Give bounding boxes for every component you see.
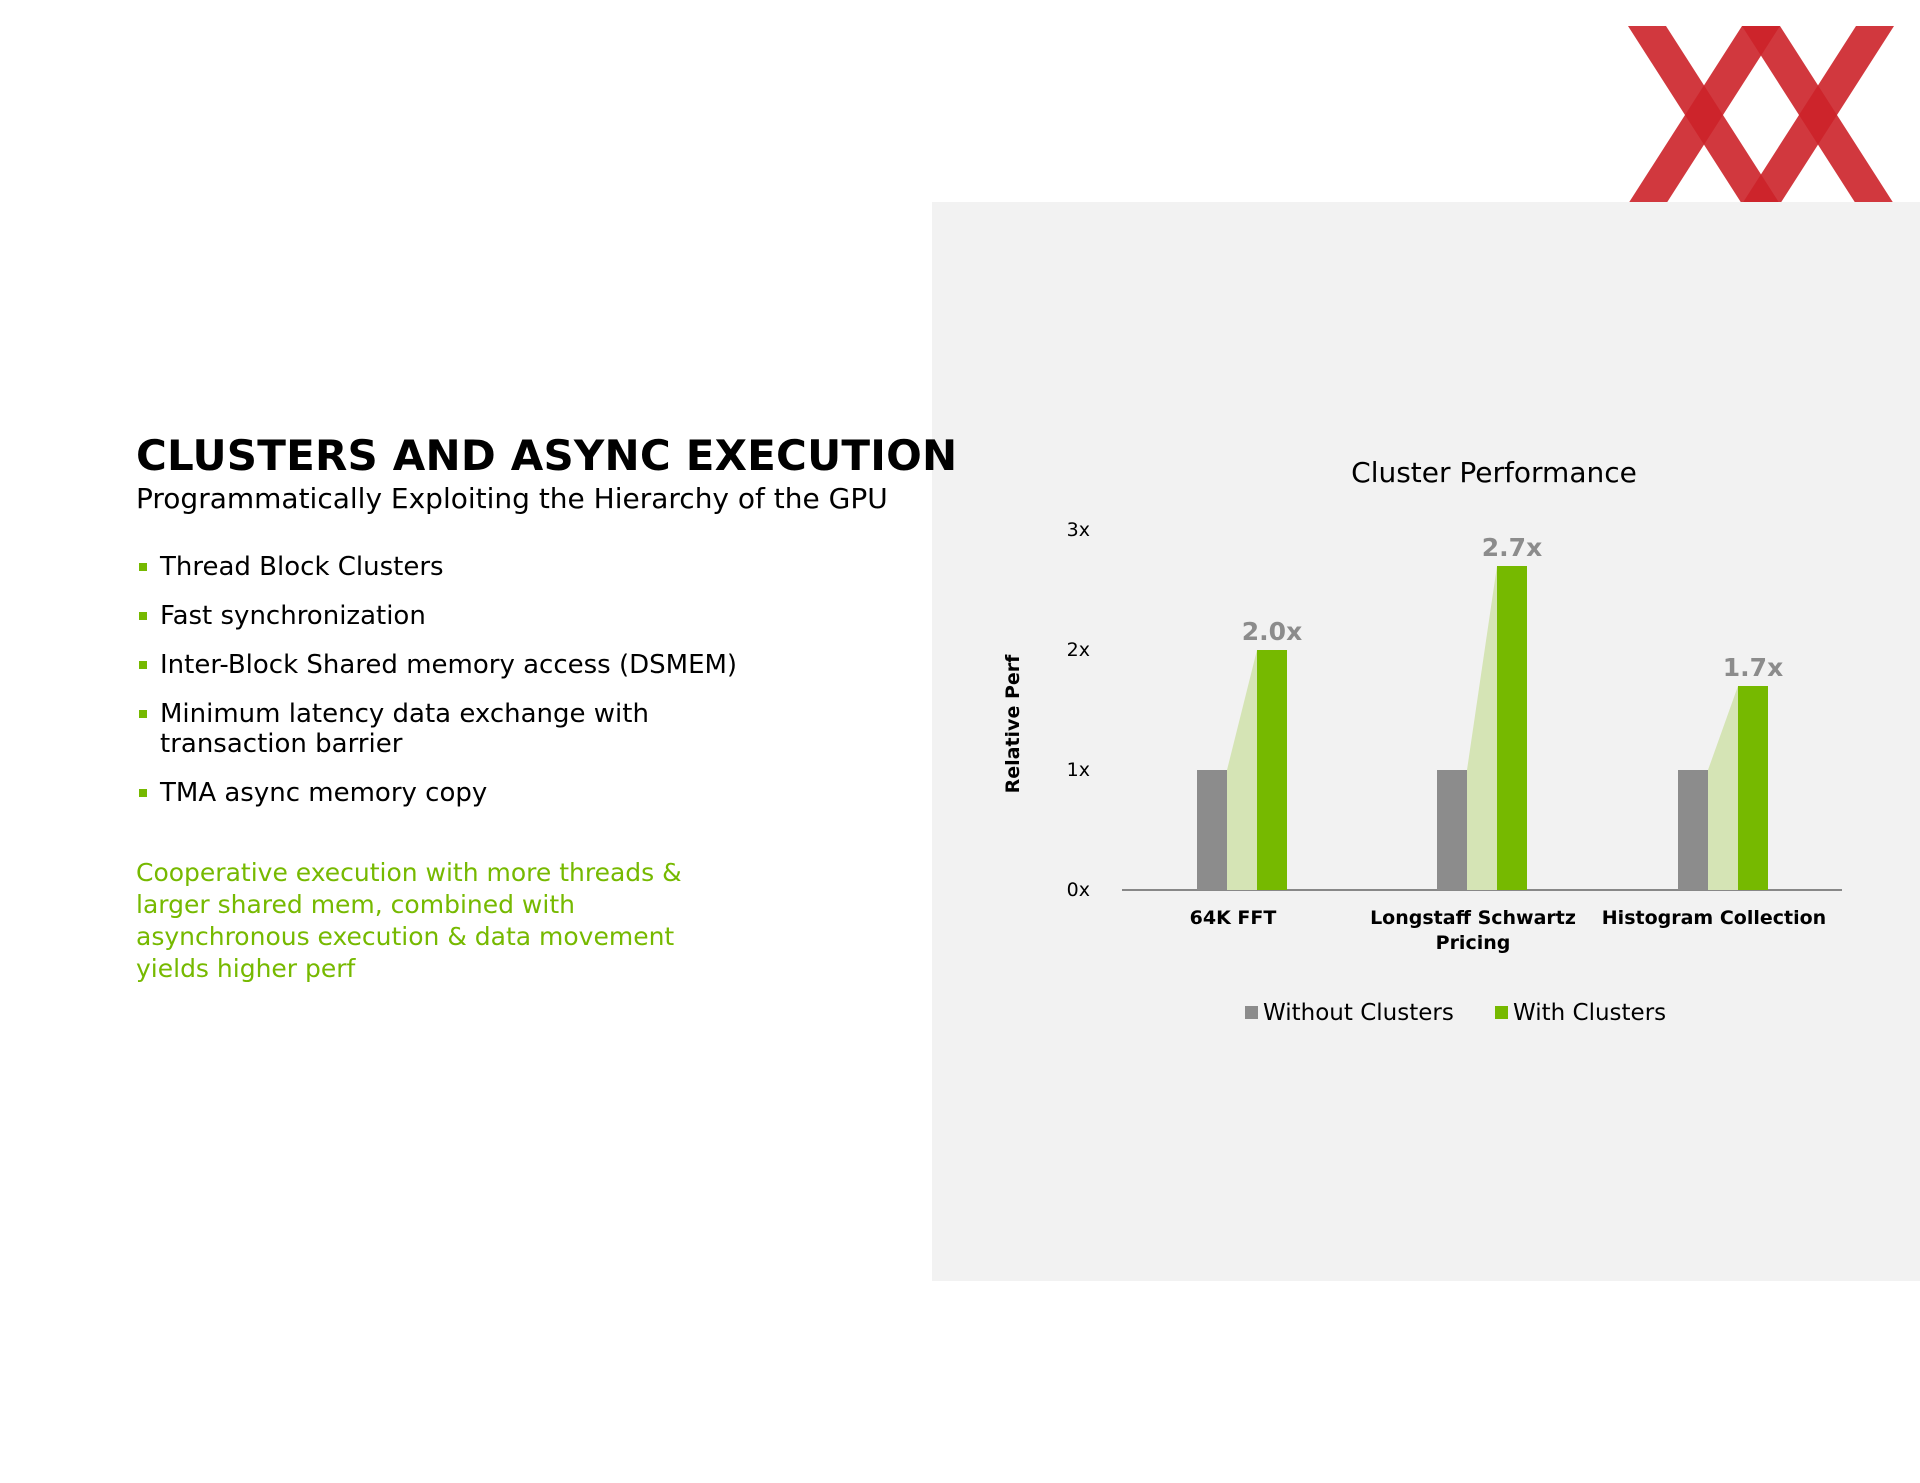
x-tick-label: 64K FFT [1189, 907, 1277, 929]
highlight-note: Cooperative execution with more threads & larger shared mem, combined with asynchronous execution & data movement yields higher perf [136, 858, 682, 983]
data-label: 1.7x [1722, 653, 1784, 682]
x-tick-label: Longstaff Schwartz Pricing [1370, 907, 1576, 954]
bullet-item: Minimum latency data exchange with transaction barrier [136, 699, 650, 759]
bullet-list [136, 552, 760, 827]
legend-label: Without Clusters [1263, 1000, 1454, 1026]
y-tick-label: 2x [1066, 639, 1090, 661]
data-label: 2.7x [1481, 533, 1543, 562]
bullet-marker [139, 563, 147, 571]
bar-without-clusters [1197, 770, 1227, 890]
improvement-area [1708, 686, 1738, 890]
bar-with-clusters [1497, 566, 1527, 890]
bullet-marker [139, 612, 147, 620]
page-subtitle: Programmatically Exploiting the Hierarchy of the GPU [136, 482, 888, 515]
legend-label: With Clusters [1513, 1000, 1667, 1026]
bullet-item: Thread Block Clusters [136, 552, 760, 582]
bar-without-clusters [1437, 770, 1467, 890]
bullet-item: Fast synchronization [136, 601, 760, 631]
y-tick-label: 3x [1066, 519, 1090, 541]
bullet-marker [139, 661, 147, 669]
x-tick-label: Histogram Collection [1601, 907, 1827, 929]
improvement-area [1467, 566, 1497, 890]
bar-without-clusters [1678, 770, 1708, 890]
improvement-area [1227, 650, 1257, 890]
bar-with-clusters [1738, 686, 1768, 890]
bullet-marker [139, 789, 147, 797]
legend-swatch [1495, 1006, 1508, 1019]
y-tick-label: 0x [1066, 879, 1090, 901]
logo [1628, 26, 1894, 204]
data-label: 2.0x [1241, 617, 1303, 646]
bullet-marker [139, 710, 147, 718]
page-title: CLUSTERS AND ASYNC EXECUTION [136, 431, 958, 480]
bullet-item: Inter-Block Shared memory access (DSMEM) [136, 650, 760, 680]
y-tick-label: 1x [1066, 759, 1090, 781]
legend-swatch [1245, 1006, 1258, 1019]
cluster-performance-chart [932, 202, 1920, 1281]
bullet-item: TMA async memory copy [136, 778, 760, 808]
chart-title: Cluster Performance [1351, 456, 1637, 489]
bar-with-clusters [1257, 650, 1287, 890]
y-axis-label: Relative Perf [1002, 654, 1024, 794]
